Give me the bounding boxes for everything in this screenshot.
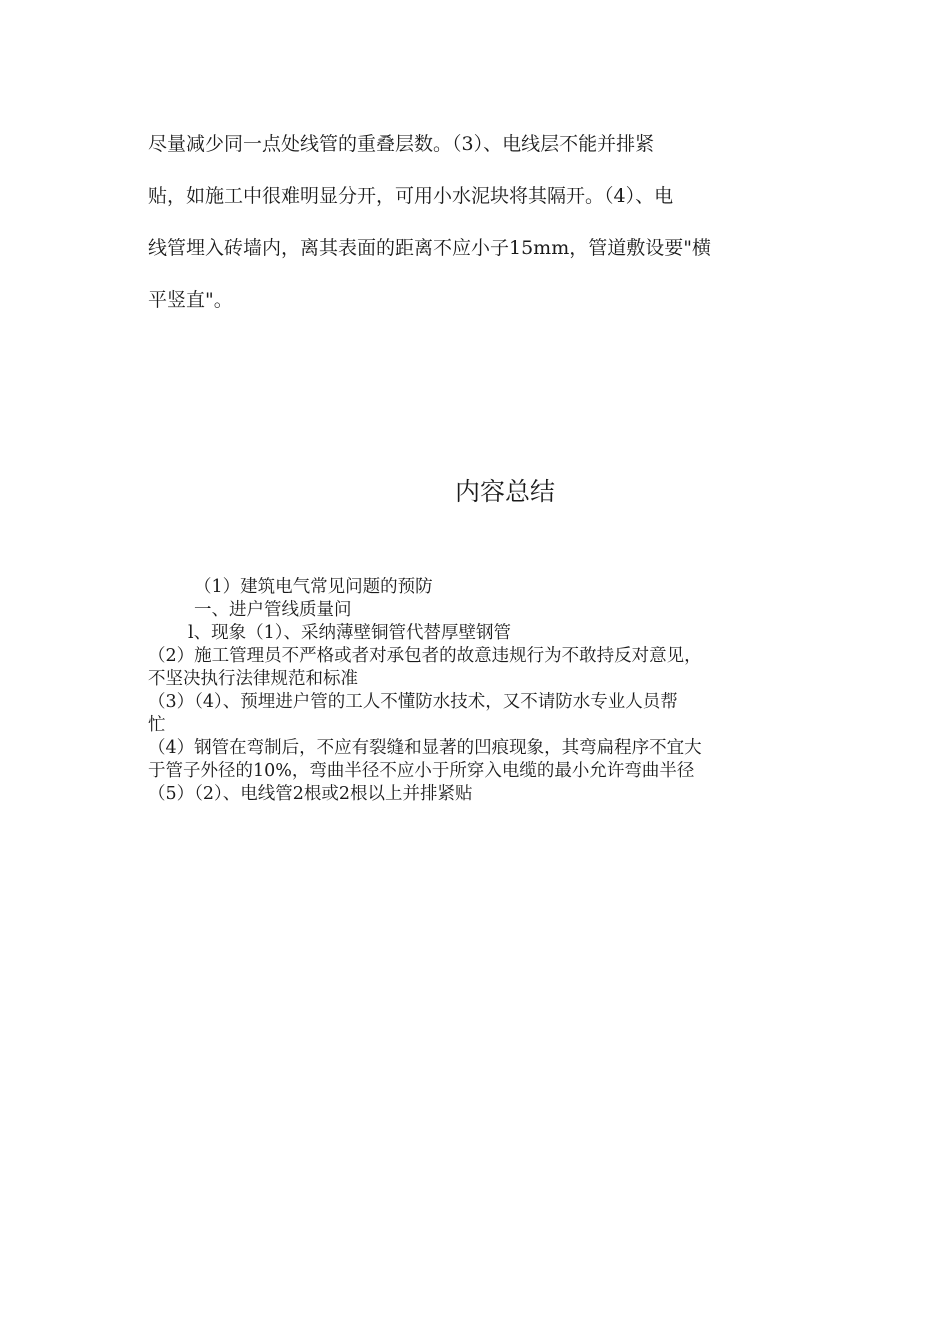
intro-line: 贴，如施工中很难明显分开，可用小水泥块将其隔开。（4）、电 (148, 185, 674, 207)
summary-line: 一、进户管线质量问 (194, 600, 352, 620)
intro-line: 线管埋入砖墙内，离其表面的距离不应小子15mm，管道敷设要"横 (148, 237, 711, 259)
summary-line: （3）（4）、预埋进户管的工人不懂防水技术，又不请防水专业人员帮 (148, 692, 678, 712)
summary-body (148, 576, 808, 806)
summary-line: （4）钢管在弯制后，不应有裂缝和显著的凹痕现象，其弯扁程序不宜大 (148, 738, 702, 758)
summary-line: 忙 (148, 715, 166, 735)
intro-paragraph (148, 118, 808, 326)
intro-line: 尽量减少同一点处线管的重叠层数。（3）、电线层不能并排紧 (148, 133, 655, 155)
summary-title: 内容总结 (454, 477, 555, 506)
summary-line: l、现象（1）、采纳薄壁铜管代替厚壁钢管 (188, 623, 511, 643)
summary-line: 于管子外径的10%，弯曲半径不应小于所穿入电缆的最小允许弯曲半径 (148, 761, 695, 781)
summary-line: （5）（2）、电线管2根或2根以上并排紧贴 (148, 784, 473, 804)
summary-line: （2）施工管理员不严格或者对承包者的故意违规行为不敢持反对意见， (148, 646, 702, 666)
intro-line: 平竖直"。 (148, 289, 233, 311)
summary-line: （1）建筑电气常见问题的预防 (194, 577, 433, 597)
summary-line: 不坚决执行法律规范和标准 (148, 669, 358, 689)
